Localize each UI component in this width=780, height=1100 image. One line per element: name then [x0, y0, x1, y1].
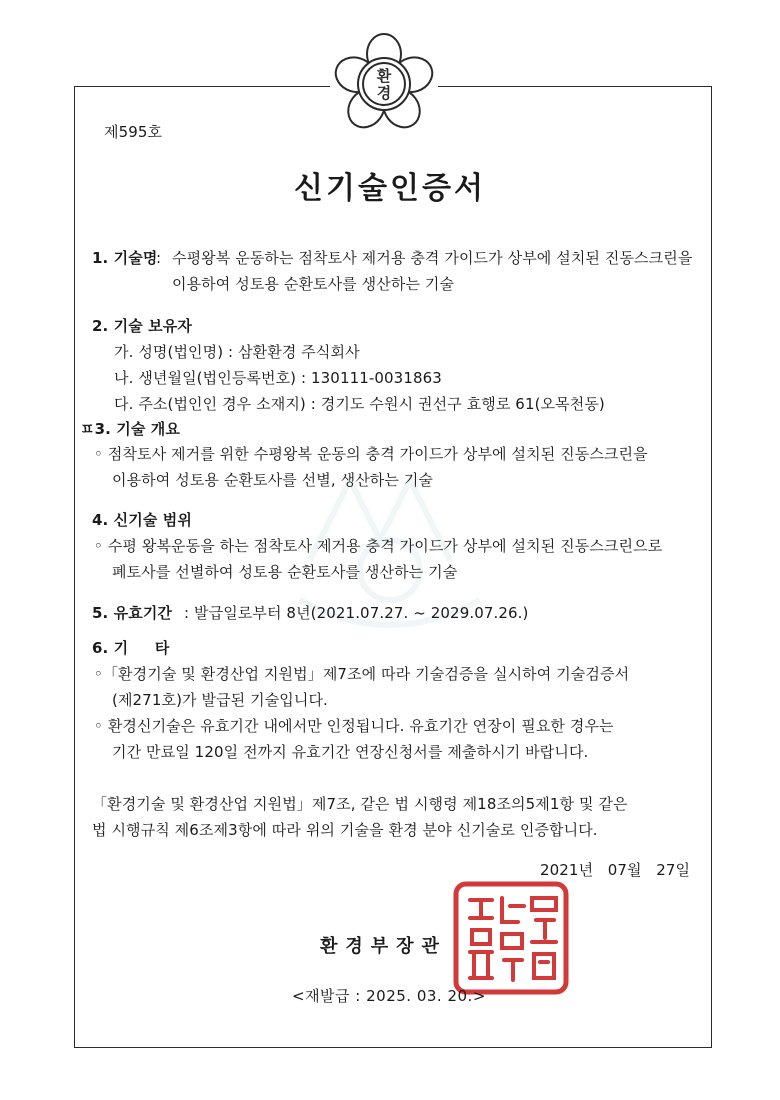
holder-registration: 나. 생년월일(법인등록번호) : 130111-0031863: [114, 369, 442, 387]
overview-line-2: 이용하여 성토용 순환토사를 선별, 생산하는 기술: [112, 471, 434, 489]
scope-heading: 4. 신기술 범위: [92, 511, 192, 529]
validity-text: : 발급일로부터 8년(2021.07.27. ~ 2029.07.26.): [184, 604, 529, 622]
issue-date: 2021년 07월 27일: [540, 861, 691, 879]
etc-bullet-2-line-2: 기간 만료일 120일 전까지 유효기간 연장신청서를 제출하시기 바랍니다.: [112, 743, 589, 761]
tech-name-heading: 1. 기술명: [92, 249, 158, 267]
tech-name-line-2: 이용하여 성토용 순환토사를 생산하는 기술: [172, 275, 455, 293]
document-number: 제595호: [104, 123, 163, 141]
holder-heading: 2. 기술 보유자: [92, 317, 192, 335]
scope-line-2: 폐토사를 선별하여 성토용 순환토사를 생산하는 기술: [112, 563, 458, 581]
certification-line-1: 「환경기술 및 환경산업 지원법」제7조, 같은 법 시행령 제18조의5제1항 및 같은: [92, 795, 628, 813]
tech-name-colon: :: [156, 249, 162, 267]
etc-bullet-1-line-1: ◦「환경기술 및 환경산업 지원법」제7조에 따라 기술검증을 실시하여 기술검증서: [94, 665, 630, 683]
certification-line-2: 법 시행규칙 제6조제3항에 따라 위의 기술을 환경 분야 신기술로 인증합니다.: [92, 821, 598, 839]
scope-line-1: ◦ 수평 왕복운동을 하는 점착토사 제거용 충격 가이드가 상부에 설치된 진동스크린으로: [94, 537, 663, 555]
overview-line-1: ◦ 점착토사 제거를 위한 수평왕복 운동의 충격 가이드가 상부에 설치된 진동스크린을: [94, 445, 648, 463]
tech-name-line-1: 수평왕복 운동하는 점착토사 제거용 충격 가이드가 상부에 설치된 진동스크린을: [172, 249, 693, 267]
etc-heading: 6. 기 타: [92, 639, 170, 657]
ministry-emblem-icon: [330, 26, 438, 138]
overview-heading: ㅍ3. 기술 개요: [80, 420, 180, 438]
page-title: 신기술인증서: [294, 171, 486, 206]
holder-address: 다. 주소(법인인 경우 소재지) : 경기도 수원시 권선구 효행로 61(오목천동): [114, 395, 605, 413]
svg-text:경: 경: [376, 84, 392, 102]
etc-bullet-1-line-2: (제271호)가 발급된 기술입니다.: [112, 691, 328, 709]
svg-text:환: 환: [376, 67, 392, 85]
issuer-title: 환경부장관: [320, 936, 447, 957]
holder-name: 가. 성명(법인명) : 삼환환경 주식회사: [114, 343, 360, 361]
validity-heading: 5. 유효기간: [92, 604, 173, 622]
etc-bullet-2-line-1: ◦ 환경신기술은 유효기간 내에서만 인정됩니다. 유효기간 연장이 필요한 경우는: [94, 717, 614, 735]
official-seal-icon: [452, 880, 570, 996]
reissue-date: <재발급 : 2025. 03. 20.>: [292, 987, 486, 1005]
